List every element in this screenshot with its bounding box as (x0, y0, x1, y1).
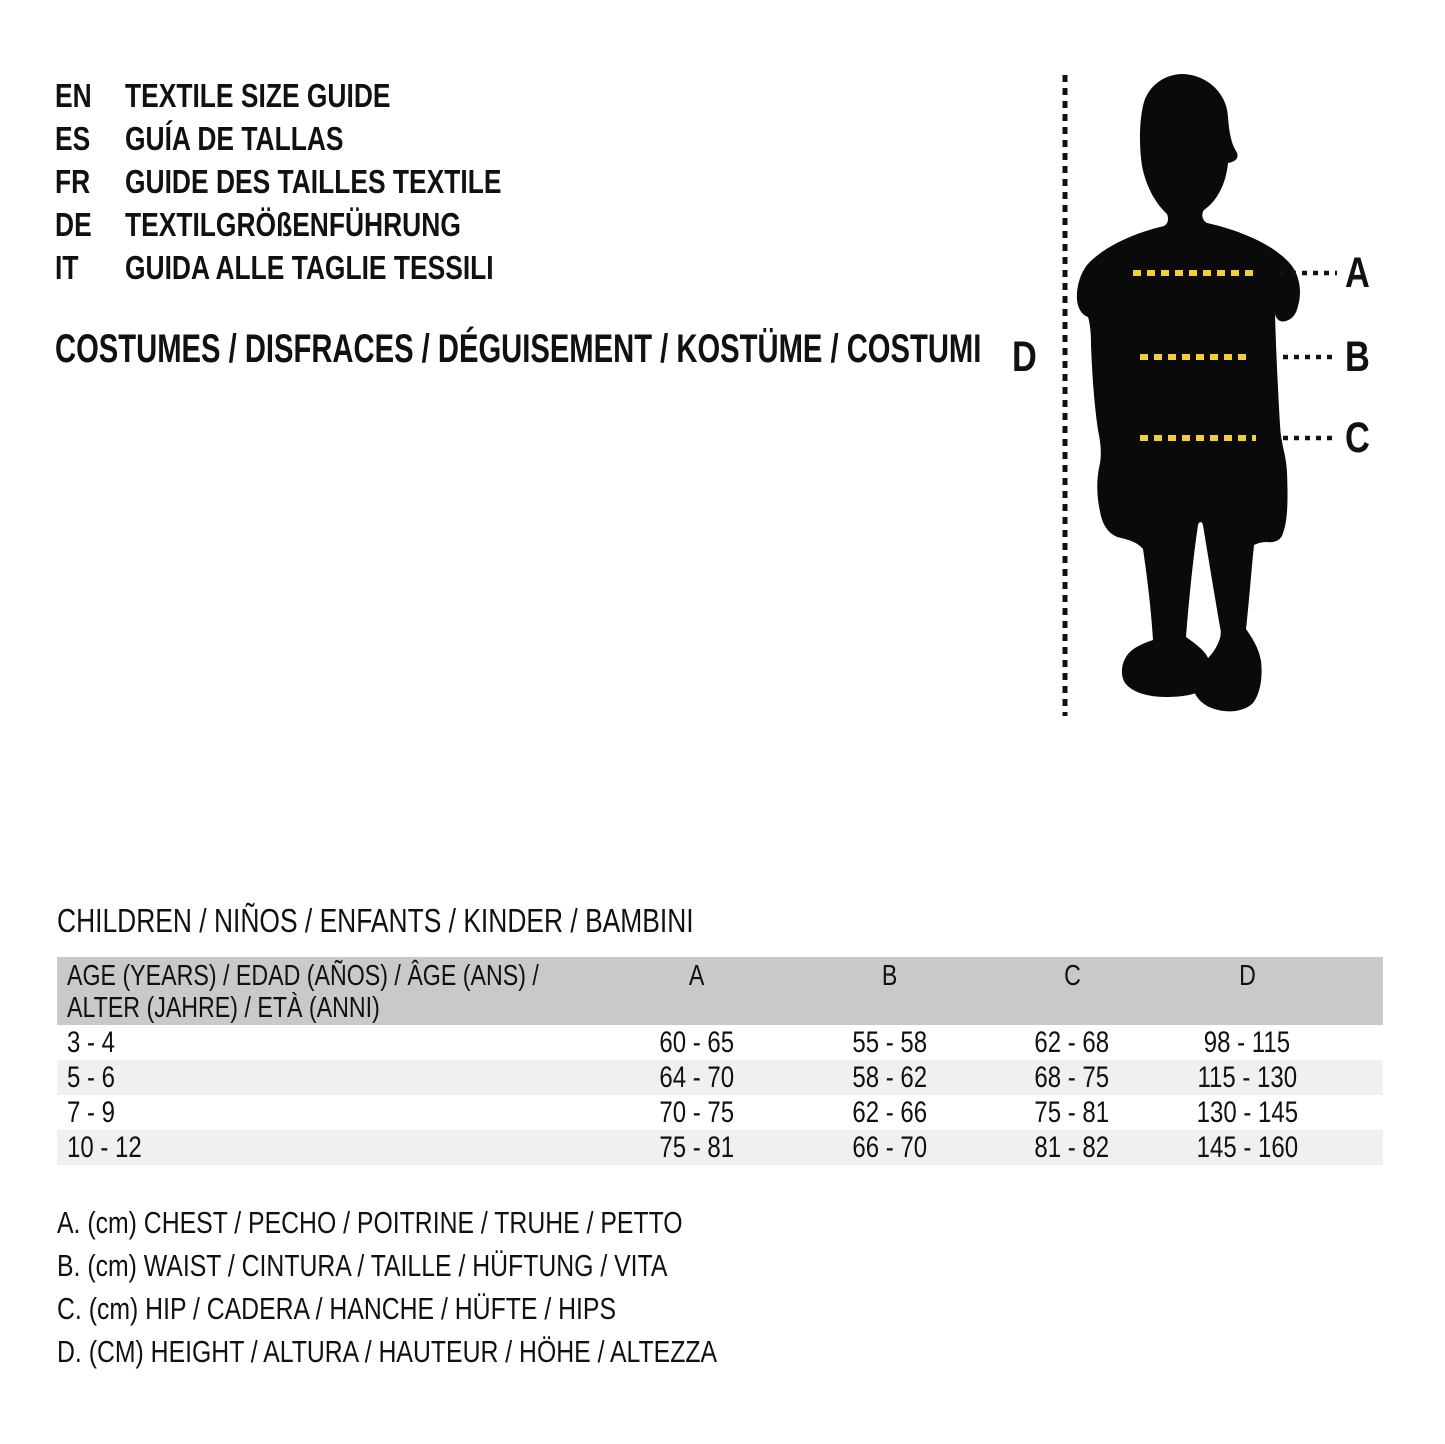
height-value: 115 - 130 (1197, 1060, 1297, 1094)
table-row (57, 1025, 1383, 1060)
figure-label-b-text: B (1345, 333, 1370, 381)
waist-value: 55 - 58 (852, 1025, 927, 1059)
chest-value: 70 - 75 (659, 1095, 735, 1129)
language-row-en (55, 74, 596, 117)
legend-row-hip (57, 1287, 882, 1330)
language-title-list (55, 74, 596, 289)
hip-value: 68 - 75 (1034, 1060, 1110, 1094)
hip-value: 62 - 68 (1034, 1025, 1110, 1059)
table-row (57, 1095, 1383, 1130)
figure-label-d (1012, 333, 1043, 382)
hip-value: 75 - 81 (1034, 1095, 1110, 1129)
age-cell (57, 1096, 597, 1130)
column-header-c-text: C (1063, 960, 1081, 992)
section-title-children (57, 902, 853, 940)
chest-value: 60 - 65 (659, 1025, 735, 1059)
waist-cell (797, 1061, 982, 1095)
column-header-a-text: A (689, 960, 705, 992)
measurement-legend (57, 1201, 882, 1373)
age-cell (57, 1026, 597, 1060)
column-header-c (982, 957, 1162, 1025)
language-row-de (55, 203, 596, 246)
waist-value: 66 - 70 (852, 1130, 927, 1164)
column-header-spacer (1332, 957, 1383, 1025)
height-value: 130 - 145 (1196, 1095, 1298, 1129)
legend-waist-text: B. (cm) WAIST / CINTURA / TAILLE / HÜFTUNG / VITA (57, 1247, 668, 1283)
hip-cell (982, 1096, 1162, 1130)
column-header-a (597, 957, 797, 1025)
section-title-text: CHILDREN / NIÑOS / ENFANTS / KINDER / BAMBINI (57, 902, 694, 939)
language-code: DE (55, 205, 92, 243)
age-value: 7 - 9 (67, 1095, 116, 1129)
waist-cell (797, 1096, 982, 1130)
category-title-text: COSTUMES / DISFRACES / DÉGUISEMENT / KOSTÜME / COSTUMI (55, 327, 982, 371)
age-value: 5 - 6 (67, 1060, 116, 1094)
hip-cell (982, 1131, 1162, 1165)
height-value: 145 - 160 (1196, 1130, 1298, 1164)
column-header-d-text: D (1238, 960, 1256, 992)
waist-cell (797, 1131, 982, 1165)
age-header-line1: AGE (YEARS) / EDAD (AÑOS) / ÂGE (ANS) / (67, 960, 539, 992)
child-silhouette (1077, 74, 1300, 711)
figure-label-a-text: A (1345, 249, 1370, 297)
language-row-it (55, 246, 596, 289)
waist-value: 62 - 66 (852, 1095, 927, 1129)
size-table-header (57, 957, 1383, 1025)
age-cell (57, 1131, 597, 1165)
chest-cell (597, 1026, 797, 1060)
age-column-header (57, 957, 597, 1025)
column-header-d (1162, 957, 1332, 1025)
language-title: TEXTILGRÖßENFÜHRUNG (125, 205, 461, 243)
chest-value: 75 - 81 (659, 1130, 735, 1164)
hip-cell (982, 1061, 1162, 1095)
column-header-b (797, 957, 982, 1025)
table-row (57, 1060, 1383, 1095)
age-header-line2: ALTER (JAHRE) / ETÀ (ANNI) (67, 992, 380, 1024)
age-cell (57, 1061, 597, 1095)
waist-cell (797, 1026, 982, 1060)
column-header-b-text: B (881, 960, 898, 992)
language-code: IT (55, 248, 79, 286)
legend-hip-text: C. (cm) HIP / CADERA / HANCHE / HÜFTE / HIPS (57, 1290, 616, 1326)
language-title: GUIDE DES TAILLES TEXTILE (125, 162, 502, 200)
chest-cell (597, 1131, 797, 1165)
language-title: GUÍA DE TALLAS (125, 119, 344, 157)
figure-label-a (1345, 249, 1376, 298)
waist-value: 58 - 62 (852, 1060, 927, 1094)
language-code: FR (55, 162, 91, 200)
child-silhouette-svg (980, 55, 1445, 740)
language-code: ES (55, 119, 91, 157)
figure-label-b (1345, 333, 1376, 382)
height-cell (1162, 1061, 1332, 1095)
legend-row-chest (57, 1201, 882, 1244)
age-value: 3 - 4 (67, 1025, 116, 1059)
age-value: 10 - 12 (67, 1130, 142, 1164)
height-cell (1162, 1096, 1332, 1130)
hip-cell (982, 1026, 1162, 1060)
height-cell (1162, 1131, 1332, 1165)
legend-row-waist (57, 1244, 882, 1287)
chest-cell (597, 1061, 797, 1095)
height-cell (1162, 1026, 1332, 1060)
legend-row-height (57, 1330, 882, 1373)
language-title: GUIDA ALLE TAGLIE TESSILI (125, 248, 494, 286)
chest-value: 64 - 70 (659, 1060, 735, 1094)
language-row-es (55, 117, 596, 160)
measurement-figure (980, 55, 1445, 740)
legend-chest-text: A. (cm) CHEST / PECHO / POITRINE / TRUHE / PETTO (57, 1204, 683, 1240)
figure-label-c (1345, 414, 1376, 463)
height-value: 98 - 115 (1203, 1025, 1291, 1059)
figure-label-d-text: D (1012, 333, 1037, 381)
table-row (57, 1130, 1383, 1165)
language-code: EN (55, 76, 92, 114)
language-title: TEXTILE SIZE GUIDE (125, 76, 391, 114)
hip-value: 81 - 82 (1034, 1130, 1110, 1164)
language-row-fr (55, 160, 596, 203)
size-table (57, 957, 1383, 1165)
chest-cell (597, 1096, 797, 1130)
figure-label-c-text: C (1345, 414, 1370, 462)
legend-height-text: D. (CM) HEIGHT / ALTURA / HAUTEUR / HÖHE / ALTEZZA (57, 1333, 718, 1369)
